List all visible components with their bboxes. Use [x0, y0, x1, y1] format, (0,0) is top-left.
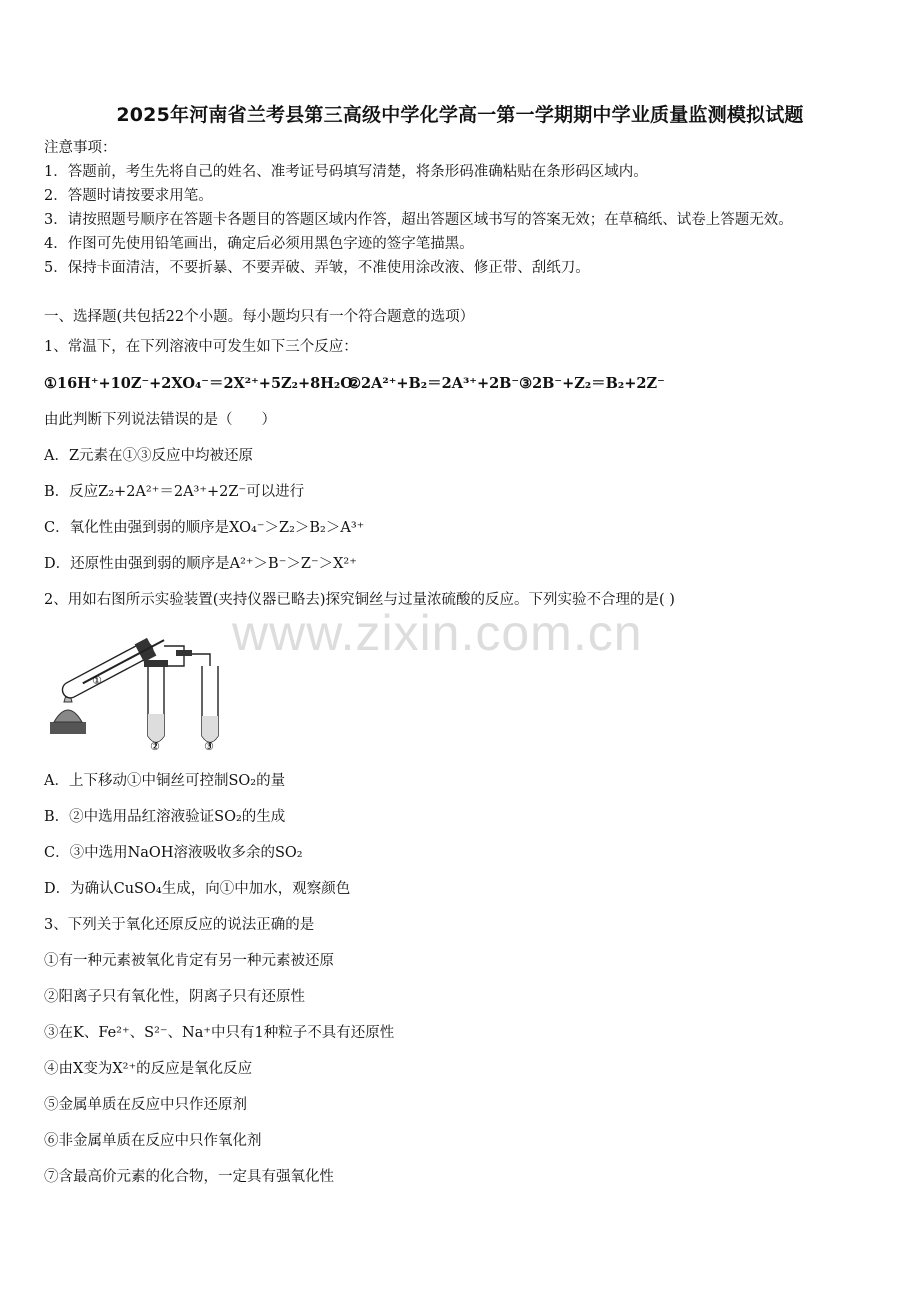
q1-reaction-1: ①16H⁺+10Z⁻+2XO₄⁻＝2X²⁺+5Z₂+8H₂O: [44, 375, 353, 392]
notice-item-5: 5．保持卡面清洁，不要折暴、不要弄破、弄皱，不准使用涂改液、修正带、刮纸刀。: [44, 260, 590, 276]
notice-item-2: 2．答题时请按要求用笔。: [44, 188, 213, 204]
alcohol-lamp: [54, 710, 82, 722]
q3-item-1: ①有一种元素被氧化肯定有另一种元素被还原: [44, 953, 334, 969]
burner-stand: [50, 722, 86, 734]
q3-item-7: ⑦含最高价元素的化合物，一定具有强氧化性: [44, 1169, 334, 1185]
q3-stem: 3、下列关于氧化还原反应的说法正确的是: [44, 917, 315, 933]
tube-3-liquid: [202, 716, 218, 742]
q2-option-c: C．③中选用NaOH溶液吸收多余的SO₂: [44, 845, 303, 861]
q2-stem: 2、用如右图所示实验装置(夹持仪器已略去)探究铜丝与过量浓硫酸的反应。下列实验不合理的是( ): [44, 592, 675, 608]
q3-item-3: ③在K、Fe²⁺、S²⁻、Na⁺中只有1种粒子不具有还原性: [44, 1025, 395, 1041]
q2-option-d: D．为确认CuSO₄生成，向①中加水，观察颜色: [44, 881, 351, 897]
q2-option-a: A．上下移动①中铜丝可控制SO₂的量: [44, 773, 286, 789]
q1-reaction-2: ②2A²⁺+B₂＝2A³⁺+2B⁻③2B⁻+Z₂＝B₂+2Z⁻: [348, 375, 665, 392]
apparatus-figure: [44, 626, 234, 758]
q3-item-2: ②阳离子只有氧化性，阴离子只有还原性: [44, 989, 305, 1005]
apparatus-diagram: [44, 626, 234, 754]
q3-item-6: ⑥非金属单质在反应中只作氧化剂: [44, 1133, 262, 1149]
q1-question: 由此判断下列说法错误的是（ ）: [44, 412, 276, 428]
q3-item-4: ④由X变为X²⁺的反应是氧化反应: [44, 1061, 253, 1077]
tube-joint: [176, 650, 192, 656]
watermark: www.zixin.com.cn: [232, 605, 643, 661]
q1-stem: 1、常温下，在下列溶液中可发生如下三个反应：: [44, 339, 358, 355]
q1-option-a: A．Z元素在①③反应中均被还原: [44, 448, 254, 464]
page-title: 2025年河南省兰考县第三高级中学化学高一第一学期期中学业质量监测模拟试题: [116, 104, 804, 126]
q2-option-b: B．②中选用品红溶液验证SO₂的生成: [44, 809, 286, 825]
fig-label-3: ③: [204, 740, 214, 753]
q1-option-c: C．氧化性由强到弱的顺序是XO₄⁻＞Z₂＞B₂＞A³⁺: [44, 520, 365, 536]
q3-item-5: ⑤金属单质在反应中只作还原剂: [44, 1097, 247, 1113]
notice-item-3: 3．请按照题号顺序在答题卡各题目的答题区域内作答，超出答题区域书写的答案无效；在草稿纸、试卷上答题无效。: [44, 212, 793, 228]
fig-label-1: ①: [92, 674, 102, 687]
section-heading: 一、选择题(共包括22个小题。每小题均只有一个符合题意的选项）: [44, 309, 475, 325]
notice-item-1: 1．答题前，考生先将自己的姓名、准考证号码填写清楚，将条形码准确粘贴在条形码区域内。: [44, 164, 648, 180]
fig-label-2: ②: [150, 740, 160, 753]
notice-item-4: 4．作图可先使用铅笔画出，确定后必须用黑色字迹的签字笔描黑。: [44, 236, 474, 252]
stopper-2: [144, 660, 168, 667]
notice-heading: 注意事项：: [44, 140, 117, 156]
q1-option-b: B．反应Z₂+2A²⁺＝2A³⁺+2Z⁻可以进行: [44, 484, 305, 500]
q1-option-d: D．还原性由强到弱的顺序是A²⁺＞B⁻＞Z⁻＞X²⁺: [44, 556, 357, 572]
tube-2-liquid: [148, 714, 164, 742]
